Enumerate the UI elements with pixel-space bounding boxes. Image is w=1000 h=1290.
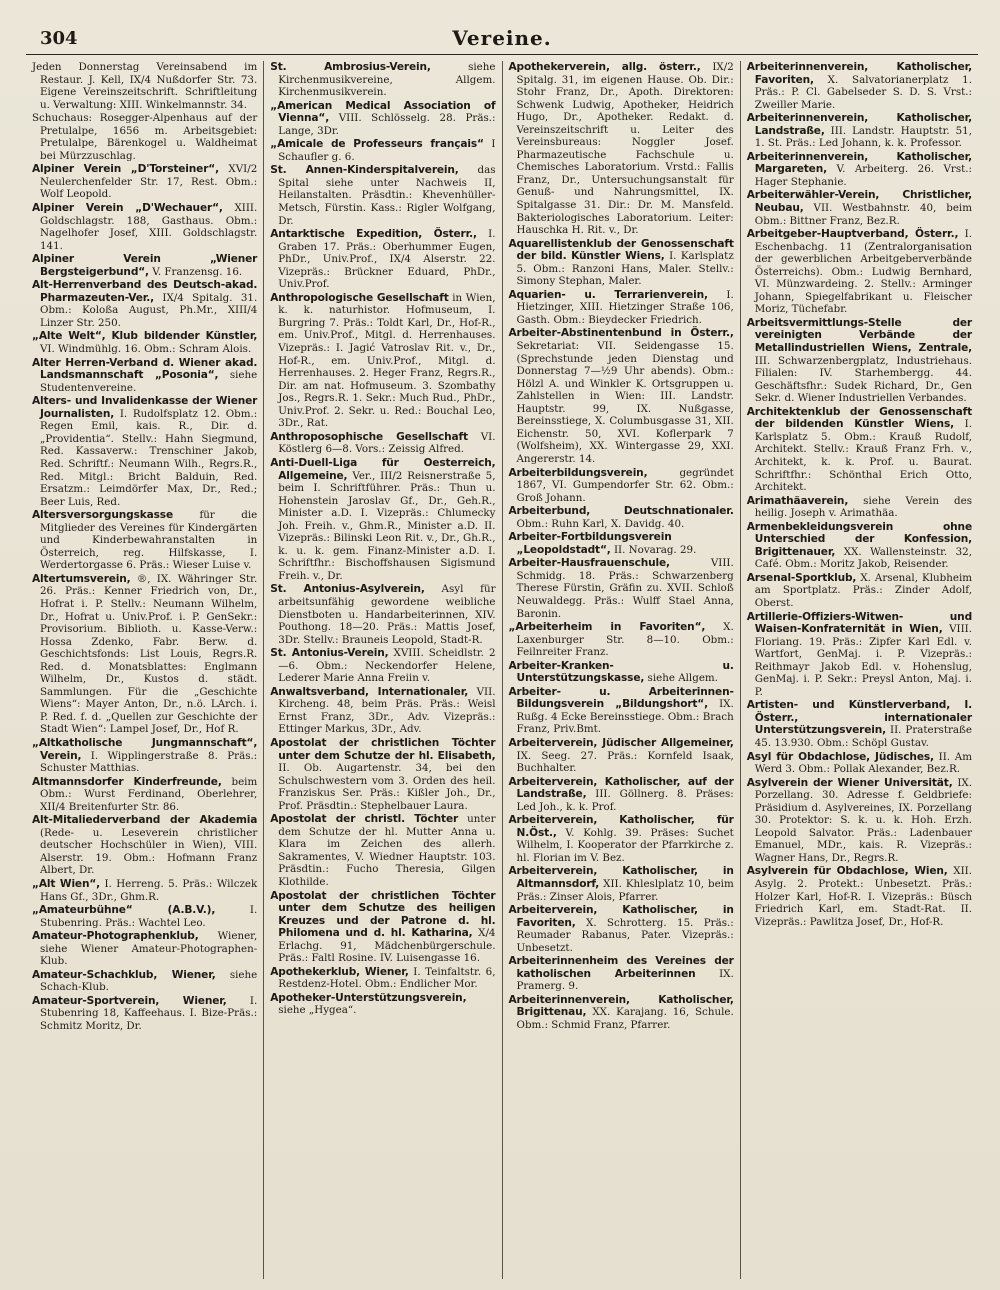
entry-body: beim Obm.: Wurst Ferdinand, Oberlehrer, XII/4 Breitenfurter Str. 86. xyxy=(40,775,258,813)
entry-name: Armenbekleidungsverein ohne Unterschied der Konfession, Brigittenauer, xyxy=(746,520,972,558)
entry-body: in Wien, k. k. naturhistor. Hofmuseum, I. Burgring 7. Präs.: Toldt Karl, Dr., Hof-R., em. Univ.Prof., Mitgl. d. Herrenhauses. Vizepräs.: I. Jagić Vatroslav Rit. v., Dr., Hof-R., em. Univ.Prof., Mitgl. d. Herrenhauses. 2. Heger Franz, Regrs.R., Dir. am nat. Hofmuseum. 3. Szombathy Jos., Regrs.R. 1. Sekr.: Much Rud., PhDr., Univ.Prof. 2. Sekr. u. Red.: Bouchal Leo, 3Dr., Rat. xyxy=(278,291,496,430)
entry-body: XX. Karajang. 16, Schule. Obm.: Schmid Franz, Pfarrer. xyxy=(516,1006,734,1032)
entry-name: Altersversorgungskasse xyxy=(32,509,173,522)
directory-entry xyxy=(32,253,257,278)
directory-entry xyxy=(509,686,734,736)
entry-name: „American Medical Association of Vienna“, xyxy=(270,99,496,125)
entry-name: „Alte Welt“, Klub bildender Künstler, xyxy=(32,330,258,343)
entry-name: Alt-Herrenverband des Deutsch-akad. Pharmazeuten-Ver., xyxy=(32,279,258,304)
directory-entry xyxy=(747,611,972,699)
entry-body: Ver., III/2 Reisnerstraße 5, beim I. Schriftführer. Präs.: Thun u. Hohenstein Jaroslav Gf., Dr., Geh.R., Minister a.D. I. Vizepräs.: Chlumecky Joh. Freih. v., Ghm.R., Minister a.D. II. Vizepräs.: Bilinski Leon Rit. v., Dr., Gh.R., k. u. k. gem. Finanz-Minister a.D. I. Schriftfhr.: Bischoffshausen Sigismund Freih. v., Dr. xyxy=(278,469,496,582)
entry-name: Alpiner Verein „D'Wechauer“, xyxy=(32,202,223,215)
directory-entry xyxy=(32,395,257,508)
directory-entry xyxy=(32,969,257,994)
entry-name: Apotheker-Unterstützungsverein, xyxy=(270,991,467,1004)
entry-name: Apothekerklub, Wiener, xyxy=(270,965,409,978)
directory-entry xyxy=(270,813,495,888)
entry-name: Anwaltsverband, Internationaler, xyxy=(270,685,469,698)
entry-body: XII. Khleslplatz 10, beim Präs.: Zinser Alois, Pfarrer. xyxy=(516,878,734,903)
entry-body: I. Hietzinger, XIII. Hietzinger Straße 106, Gasth. Obm.: Bieydecker Friedrich. xyxy=(516,288,734,326)
directory-entry xyxy=(270,138,495,163)
entry-body: III. Schwarzenbergplatz, Industriehaus. Filialen: IV. Starhembergg. 44. Geschäftsfhr.: Sudek Richard, Dr., Gen Sekr. d. Wiener Industriellen Verbandes. xyxy=(754,354,972,405)
entry-name: Arbeiterverein, Katholischer, in Altmannsdorf, xyxy=(508,865,734,890)
entry-name: Alpiner Verein „Wiener Bergsteigerbund“, xyxy=(32,253,258,278)
entry-name: Arbeiter-Kranken- u. Unterstützungskasse, xyxy=(508,659,734,685)
directory-entry xyxy=(32,330,257,355)
entry-name: Arsenal-Sportklub, xyxy=(746,571,857,584)
directory-entry xyxy=(509,737,734,775)
entry-name: Anthroposophische Gesellschaft xyxy=(270,430,468,443)
entry-name: Asylverein der Wiener Universität, xyxy=(746,776,953,789)
directory-entry xyxy=(747,495,972,520)
entry-body: siehe Verein des heilig. Joseph v. Arimathäa. xyxy=(754,494,972,520)
directory-entry xyxy=(270,737,495,812)
entry-name: Aquarien- u. Terrarienverein, xyxy=(508,288,708,301)
entry-name: „Alt Wien“, xyxy=(32,878,101,890)
entry-body: III. Göllnerg. 8. Präses: Led Joh., k. k. Prof. xyxy=(516,788,734,813)
entry-name: Arbeiterinnenverein, Katholischer, Favoriten, xyxy=(746,61,972,86)
entry-body: I. Rudolfsplatz 12. Obm.: Regen Emil, kais. R., Dir. d. „Providentia“. Stellv.: Hahn Siegmund, Red. Kassaverw.: Trenschiner Jakob, Red. Schriftf.: Neumann Wilh., Regrs.R., Red. Mitgl.: Bricht Balduin, Red. Ersatzm.: Leimdörfer Max, Dr., Red.; Beer Luis, Red. xyxy=(40,407,258,508)
directory-entry xyxy=(32,279,257,329)
entry-name: Arbeiterwähler-Verein, Christlicher, Neubau, xyxy=(746,189,972,215)
entry-name: Anthropologische Gesellschaft xyxy=(270,291,449,304)
directory-entry xyxy=(509,776,734,814)
page-header xyxy=(26,26,978,55)
directory-entry xyxy=(509,660,734,685)
directory-entry xyxy=(270,890,495,965)
entry-name: Arbeiterverein, Katholischer, für N.Öst., xyxy=(508,814,734,839)
entry-body: X. Schrotterg. 15. Präs.: Reumader Rabanus, Pater. Vizepräs.: Unbesetzt. xyxy=(516,916,734,954)
directory-entry xyxy=(509,904,734,954)
entry-name: Alpiner Verein „D'Torsteiner“, xyxy=(32,163,219,176)
entry-body: Obm.: Ruhn Karl, X. Davidg. 40. xyxy=(516,517,685,530)
entry-name: Apostolat der christlichen Töchter unter dem Schutze der hl. Elisabeth, xyxy=(270,736,496,762)
directory-column-3 xyxy=(503,61,741,1279)
directory-entry xyxy=(747,189,972,227)
entry-body: V. Arbeiterg. 26. Vrst.: Hager Stephanie. xyxy=(754,163,972,188)
entry-body: II. Ob. Augartenstr. 34, bei den Schulschwestern vom 3. Orden des heil. Franziskus Ser. Präs.: Kißler Joh., Dr., Prof. Präsdtin.: Stephelbauer Laura. xyxy=(278,762,496,812)
entry-body: unter dem Schutze der hl. Mutter Anna u. Klara im Zeichen des allerh. Sakramentes, V. Wiedner Hauptstr. 103. Präsdtin.: Fucho Theresia, Gilgen Klothilde. xyxy=(278,813,496,888)
directory-entry xyxy=(32,573,257,736)
entry-body: IX. Porzellang. 30. Adresse f. Geldbriefe: Präsidium d. Asylvereines, IX. Porzellang 30. Protektor: S. k. u. k. Hoh. Erzh. Leopold Salvator. Präs.: Ladenbauer Emanuel, MDr., kais. R. Vizepräs.: Wagner Hans, Dr., Regrs.R. xyxy=(754,776,972,864)
directory-entry xyxy=(747,699,972,749)
entry-body: siehe Kirchenmusikvereine, Allgem. Kirchenmusikverein. xyxy=(278,61,496,99)
directory-entry xyxy=(32,112,257,162)
directory-entry xyxy=(747,406,972,494)
entry-body: XII. Asylg. 2. Protekt.: Unbesetzt. Präs.: Holzer Karl, Hof-R. I. Vizepräs.: Büsch Friedrich Karl, em. Stadt-Rat. II. Vizepräs.: Pawlitza Josef, Dr., Hof-R. xyxy=(754,865,972,928)
entry-body: X/4 Erlachg. 91, Mädchenbürgerschule. Präs.: Faltl Rosine. IV. Luisengasse 16. xyxy=(278,927,496,965)
entry-name: Arbeiterinnenverein, Katholischer, Brigittenau, xyxy=(508,993,734,1019)
entry-body: X. Laxenburger Str. 8—10. Obm.: Feilnreiter Franz. xyxy=(516,621,734,659)
directory-entry xyxy=(747,228,972,316)
directory-entry xyxy=(32,878,257,903)
entry-body: V. Kohlg. 39. Präses: Suchet Wilhelm, I. Kooperator der Pfarrkirche z. hl. Florian im V. Bez. xyxy=(516,826,734,864)
entry-body: (Rede- u. Leseverein christlicher deutscher Hochschüler in Wien), VIII. Alserstr. 19. Obm.: Hofmann Franz Albert, Dr. xyxy=(40,826,258,877)
directory-entry xyxy=(747,777,972,865)
entry-body: VIII. Floriang. 19. Präs.: Zipfer Karl Edl. v. Wartfort, GenMaj. i. P. Vizepräs.: Reithmayr Jakob Edl. v. Hohenslug, GenMaj. i. P. Sekr.: Preysl Anton, Maj. i. P. xyxy=(754,623,972,698)
entry-body: VI. Köstlerg 6—8. Vors.: Zeissig Alfred. xyxy=(278,430,496,456)
entry-name: Arbeiterinnenverein, Katholischer, Landstraße, xyxy=(746,112,972,137)
entry-name: Alter Herren-Verband d. Wiener akad. Landsmannschaft „Posonia“, xyxy=(32,356,258,382)
entry-body: Asyl für arbeitsunfähig gewordene weibliche Dienstboten u. Handarbeiterinnen, XIV. Pouthong. 18—20. Präs.: Mattis Josef, 3Dr. Stellv.: Brauneis Leopold, Stadt-R. xyxy=(278,583,496,646)
directory-entry xyxy=(509,557,734,620)
entry-body: II. Novarag. 29. xyxy=(613,543,697,556)
entry-body: für die Mitglieder des Vereines für Kindergärten und Kinderbewahranstalten in Österreich, reg. Hilfskasse, I. Werdertorgasse 6. Präs.: Wieser Luise v. xyxy=(40,509,258,572)
entry-name: Arimathäaverein, xyxy=(746,494,849,507)
entry-body: I. Teinfaltstr. 6, Restdenz-Hotel. Obm.: Endlicher Mor. xyxy=(278,965,496,991)
entry-body: VIII. Schmidg. 18. Präs.: Schwarzenberg Therese Fürstin, Gräfin zu. XVII. Schloß Neuwaldegg. Präs.: Wulff Stael Anna, Baronin. xyxy=(516,557,734,620)
entry-body: siehe Schach-Klub. xyxy=(40,968,258,994)
entry-body: VIII. Schlösselg. 28. Präs.: Lange, 3Dr. xyxy=(278,112,496,137)
entry-name: Arbeiter-Fortbildungsverein „Leopoldstadt“, xyxy=(508,531,672,556)
directory-entry xyxy=(270,966,495,991)
page-number: 304 xyxy=(40,28,78,49)
directory-entry xyxy=(270,686,495,736)
directory-column-1 xyxy=(26,61,264,1279)
directory-entry xyxy=(747,112,972,150)
entry-name: Arbeiterinnenverein, Katholischer, Margareten, xyxy=(746,150,972,176)
entry-body: IX/4 Spitalg. 31. Obm.: Koloßa August, Ph.Mr., XIII/4 Linzer Str. 250. xyxy=(40,291,258,329)
directory-entry xyxy=(747,572,972,610)
directory-entry xyxy=(270,583,495,646)
entry-name: Arbeiter- u. Arbeiterinnen-Bildungsverein „Bildungshort“, xyxy=(508,685,734,711)
entry-name: Antarktische Expedition, Österr., xyxy=(270,228,477,241)
directory-entry xyxy=(747,751,972,776)
entry-body: XX. Wallensteinstr. 32, Café. Obm.: Moritz Jakob, Reisender. xyxy=(754,545,972,571)
entry-name: St. Antonius-Asylverein, xyxy=(270,583,425,596)
entry-name: Arbeiterbund, Deutschnationaler. xyxy=(508,505,734,518)
directory-entry xyxy=(509,955,734,993)
directory-entry xyxy=(509,531,734,556)
entry-name: Arbeitgeber-Hauptverband, Österr., xyxy=(746,228,959,241)
entry-name: Alt-Mitaliederverband der Akademia xyxy=(32,814,258,827)
entry-body: IX. Rußg. 4 Ecke Bereinsstiege. Obm.: Brach Franz, Priv.Bmt. xyxy=(516,698,734,736)
entry-name: Altertumsverein, xyxy=(32,572,131,585)
entry-body: I Schaufler g. 6. xyxy=(278,138,496,163)
running-title: Vereine. xyxy=(452,26,552,50)
entry-body: Wiener, siehe Wiener Amateur-Photographen-Klub. xyxy=(40,930,258,968)
entry-name: Artillerie-Offiziers-Witwen- und Waisen-Konfraternität in Wien, xyxy=(746,610,972,636)
directory-entry xyxy=(32,202,257,252)
entry-body: IX. Seeg. 27. Präs.: Kornfeld Isaak, Buchhalter. xyxy=(516,749,734,775)
directory-entry xyxy=(747,521,972,571)
entry-body: siehe „Hygea“. xyxy=(278,1004,357,1017)
entry-body: X. Salvatorianerplatz 1. Präs.: P. Cl. Gabelseder S. D. S. Vrst.: Zweiller Marie. xyxy=(754,73,972,111)
entry-body: siehe Studentenvereine. xyxy=(40,369,258,394)
entry-body: II. Am Werd 3. Obm.: Pollak Alexander, Bez.R. xyxy=(754,750,972,776)
directory-entry xyxy=(32,61,257,111)
directory-entry xyxy=(509,621,734,659)
entry-body: das Spital siehe unter Nachweis II, Heilanstalten. Präsdtin.: Khevenhüller-Metsch, Fürstin. Kass.: Rigler Wolfgang, Dr. xyxy=(278,164,496,227)
directory-columns xyxy=(26,61,978,1279)
directory-entry xyxy=(509,327,734,465)
entry-name: St. Antonius-Verein, xyxy=(270,647,389,660)
directory-entry xyxy=(270,100,495,138)
directory-entry xyxy=(32,357,257,395)
entry-body: I. Karlsplatz 5. Obm.: Ranzoni Hans, Maler. Stellv.: Simony Stephan, Maler. xyxy=(516,250,734,288)
entry-body: XVIII. Scheidlstr. 2—6. Obm.: Neckendorfer Helene, Lederer Marie Anna Freiin v. xyxy=(278,647,496,685)
entry-name: Arbeiterverein, Jüdischer Allgemeiner, xyxy=(508,736,734,749)
directory-entry xyxy=(509,61,734,237)
entry-name: Arbeiter-Abstinentenbund in Österr., xyxy=(508,327,734,340)
entry-name: Apostolat der christl. Töchter xyxy=(270,813,459,826)
directory-entry xyxy=(509,865,734,903)
entry-name: „Amateurbühne“ (A.B.V.), xyxy=(32,904,216,917)
directory-entry xyxy=(747,61,972,111)
entry-body: Jeden Donnerstag Vereinsabend im Restaur. J. Kell, IX/4 Nußdorfer Str. 73. Eigene Vereinszeitschrift. Schriftleitung u. Verwaltung: XIII. Winkelmannstr. 34. xyxy=(32,61,258,111)
entry-name: Arbeiterverein, Katholischer, in Favoriten, xyxy=(508,904,734,929)
directory-entry xyxy=(270,457,495,582)
entry-name: Apothekerverein, allg. österr., xyxy=(508,61,701,73)
entry-body: I. Stubenring 18, Kaffeehaus. I. Bize-Präs.: Schmitz Moritz, Dr. xyxy=(40,994,258,1033)
directory-entry xyxy=(270,228,495,291)
entry-body: IX/2 Spitalg. 31, im eigenen Hause. Ob. Dir.: Stohr Franz, Dr., Apoth. Direktoren: Schwenk Ludwig, Apotheker, Heidrich Hugo, Dr., Apotheker. Redakt. d. Vereinszeitschrift u. Leiter des Vereinsbureaus: Noggler Josef. Pharmazeutische Fachschule u. Chemisches Laboratorium. Vrstd.: Fallis Franz, Dr., Untersuchungsanstalt für Genuß- und Nahrungsmittel, IX. Spitalgasse 31. Dir.: Dr. M. Mansfeld. Bakteriologisches Laboratorium. Leiter: Hauschka H. Rit. v., Dr. xyxy=(516,61,734,237)
entry-body: siehe Allgem. xyxy=(647,672,718,685)
directory-entry xyxy=(747,317,972,405)
entry-body: XVI/2 Neulerchenfelder Str. 17, Rest. Obm.: Wolf Leopold. xyxy=(40,163,258,201)
entry-name: Arbeitsvermittlungs-Stelle der vereinigten Verbände der Metallindustriellen Wiens, Zentrale, xyxy=(746,316,972,355)
entry-name: „Amicale de Professeurs français“ xyxy=(270,138,484,151)
directory-entry xyxy=(270,992,495,1017)
directory-entry xyxy=(32,904,257,929)
entry-body: Schuchaus: Rosegger-Alpenhaus auf der Pretulalpe, 1656 m. Arbeitsgebiet: Pretulalpe, Bärenkogel u. Waldheimat bei Mürzzuschlag. xyxy=(32,112,258,162)
directory-column-4 xyxy=(741,61,978,1279)
entry-body: I. Karlsplatz 5. Obm.: Krauß Rudolf, Architekt. Stellv.: Krauß Franz Frh. v., Architekt, k. k. Prof. u. Baurat. Schriftfhr.: Schönthal Erich Otto, Architekt. xyxy=(754,418,972,494)
entry-body: I. Herreng. 5. Präs.: Wilczek Hans Gf., 3Dr., Ghm.R. xyxy=(40,878,258,903)
directory-entry xyxy=(509,289,734,327)
directory-entry xyxy=(270,647,495,685)
directory-entry xyxy=(509,994,734,1032)
entry-body: ®, IX. Währinger Str. 26. Präs.: Kenner Friedrich von, Dr., Hofrat i. P. Stellv.: Neumann Wilhelm, Dr., Hofrat u. Univ.Prof. i. P. GenSekr.: Provisorium. Biblioth. u. Kasse-Verw.: Hossa Zdenko, Fabr. Berw. d. Geschichtsfonds: List Louis, Regrs.R. Red. d. Monatsblattes: Englmann Wilhelm, Dr., Kustos d. städt. Sammlungen. Für die „Geschichte Wiens“: Mayer Anton, Dr., n.ö. LArch. i. P. Red. f. d. „Quellen zur Geschichte der Stadt Wien“: Lampel Josef, Dr., Hof R. xyxy=(40,572,258,736)
directory-entry xyxy=(509,238,734,288)
entry-body: I. Wipplingerstraße 8. Präs.: Schuster Matthias. xyxy=(40,749,258,775)
directory-entry xyxy=(32,737,257,775)
entry-name: Arbeiterbildungsverein, xyxy=(508,466,648,479)
entry-name: Anti-Duell-Liga für Oesterreich, Allgemeine, xyxy=(270,456,496,482)
entry-body: Sekretariat: VII. Seidengasse 15. (Sprechstunde jeden Dienstag und Donnerstag 7—½9 Uhr abends). Obm.: Hölzl A. und Winkler K. Ortsgruppen u. Zahlstellen in Wien: III. Landstr. Hauptstr. 99, IX. Nußgasse, Bereinsstiege, X. Columbusgasse 31, XII. Eichenstr. 50, XVI. Koflerpark 7 (Wolfsheim), XX. Wintergasse 29, XXI. Angererstr. 14. xyxy=(516,340,734,465)
entry-body: XIII. Goldschlagstr. 188, Gasthaus. Obm.: Nagelhofer Josef, XIII. Goldschlagstr. 141. xyxy=(40,202,258,252)
entry-body: VI. Windmühlg. 16. Obm.: Schram Alois. xyxy=(40,343,252,356)
directory-entry xyxy=(270,61,495,99)
entry-body: I. Stubenring. Präs.: Wachtel Leo. xyxy=(40,904,258,929)
directory-entry xyxy=(32,163,257,201)
entry-body: I. Eschenbachg. 11 (Zentralorganisation der gewerblichen Arbeitgeberverbände Österreichs). Obm.: Ludwig Bernhard, VI. Münzwardeing. 2. Stellv.: Arminger Johann, Spiegelfabrikant u. Fleischer Moriz, Tüchefabr. xyxy=(754,228,972,316)
directory-column-2 xyxy=(264,61,502,1279)
entry-name: „Altkatholische Jungmannschaft“, Verein, xyxy=(32,736,258,762)
directory-entry xyxy=(747,865,972,928)
entry-body: IX. Pramerg. 9. xyxy=(516,967,734,993)
directory-entry xyxy=(747,151,972,189)
entry-body: II. Praterstraße 45. 13.930. Obm.: Schöpl Gustav. xyxy=(754,724,972,749)
entry-name: St. Annen-Kinderspitalverein, xyxy=(270,164,459,177)
entry-name: Asyl für Obdachlose, Jüdisches, xyxy=(746,750,934,763)
entry-name: Amateur-Photographenklub, xyxy=(32,930,199,943)
directory-entry xyxy=(270,292,495,430)
entry-name: Apostolat der christlichen Töchter unter dem Schutze des heiligen Kreuzes und der Patrone d. hl. Philomena und d. hl. Katharina, xyxy=(270,889,496,940)
directory-entry xyxy=(32,776,257,814)
entry-name: Architektenklub der Genossenschaft der bildenden Künstler Wiens, xyxy=(746,405,972,431)
entry-name: Altmannsdorfer Kinderfreunde, xyxy=(32,775,222,788)
directory-entry xyxy=(32,995,257,1033)
entry-name: Artisten- und Künstlerverband, I. Österr., internationaler Unterstützungsverein, xyxy=(746,699,972,737)
entry-name: Alters- und Invalidenkasse der Wiener Journalisten, xyxy=(32,395,258,420)
directory-entry xyxy=(32,814,257,877)
entry-body: gegründet 1867, VI. Gumpendorfer Str. 62. Obm.: Groß Johann. xyxy=(516,466,734,504)
entry-body: I. Graben 17. Präs.: Oberhummer Eugen, PhDr., Univ.Prof., IX/4 Alserstr. 22. Vizepräs.: Brückner Eduard, PhDr., Univ.Prof. xyxy=(278,228,496,291)
directory-entry xyxy=(509,505,734,530)
directory-entry xyxy=(509,467,734,505)
entry-name: St. Ambrosius-Verein, xyxy=(270,61,431,73)
entry-name: Arbeiter-Hausfrauenschule, xyxy=(508,557,670,570)
directory-entry xyxy=(32,930,257,968)
entry-body: III. Landstr. Hauptstr. 51, 1. St. Präs.: Led Johann, k. k. Professor. xyxy=(754,124,972,150)
entry-name: Arbeiterinnenheim des Vereines der katholischen Arbeiterinnen xyxy=(508,955,734,980)
directory-entry xyxy=(509,814,734,864)
directory-entry xyxy=(32,509,257,572)
entry-name: Amateur-Schachklub, Wiener, xyxy=(32,968,216,981)
entry-name: Aquarellistenklub der Genossenschaft der bild. Künstler Wiens, xyxy=(508,237,734,263)
entry-body: VII. Westbahnstr. 40, beim Obm.: Bittner Franz, Bez.R. xyxy=(754,202,972,227)
entry-name: Asylverein für Obdachlose, Wien, xyxy=(746,865,948,878)
directory-entry xyxy=(270,431,495,456)
entry-name: „Arbeiterheim in Favoriten“, xyxy=(508,621,706,634)
entry-body: VII. Kircheng. 48, beim Präs. Präs.: Weisl Ernst Franz, 3Dr., Adv. Vizepräs.: Ettinger Markus, 3Dr., Adv. xyxy=(278,685,496,736)
entry-body: X. Arsenal, Klubheim am Sportplatz. Präs.: Zinder Adolf, Oberst. xyxy=(754,571,972,609)
entry-name: Amateur-Sportverein, Wiener, xyxy=(32,994,227,1007)
entry-name: Arbeiterverein, Katholischer, auf der Landstraße, xyxy=(508,775,734,801)
directory-entry xyxy=(270,164,495,227)
entry-body: V. Franzensg. 16. xyxy=(152,265,243,278)
